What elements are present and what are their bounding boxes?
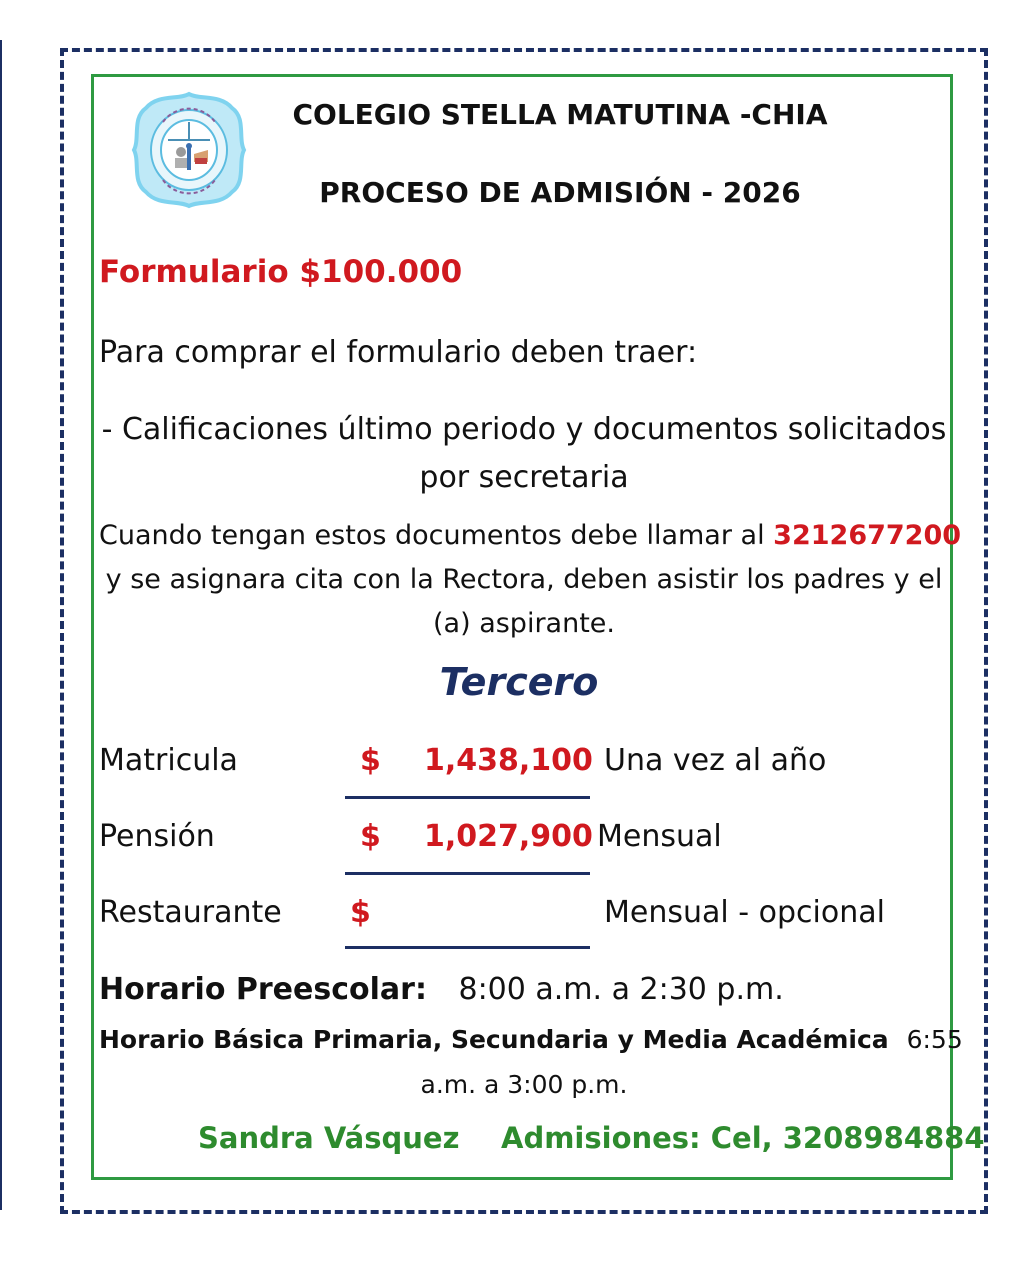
preschool-schedule: [99, 972, 784, 1007]
preschool-schedule-label: Horario Preescolar:: [99, 972, 427, 1007]
fee-label-restaurante: Restaurante: [99, 895, 282, 930]
purchase-intro: Para comprar el formulario deben traer:: [99, 335, 698, 370]
call-instruction-line2: y se asignara cita con la Rectora, deben asistir los padres y el: [105, 564, 943, 595]
call-instruction-text: Cuando tengan estos documentos debe llamar al: [99, 520, 774, 551]
fee-currency-pension: $: [360, 819, 381, 854]
preschool-schedule-time: 8:00 a.m. a 2:30 p.m.: [458, 972, 784, 1007]
call-instruction-line3: (a) aspirante.: [433, 608, 615, 639]
call-phone-number: 3212677200: [773, 520, 962, 551]
general-schedule-time-part1: 6:55: [906, 1025, 963, 1054]
fee-frequency-matricula: Una vez al año: [604, 743, 827, 778]
fee-frequency-restaurante: Mensual - opcional: [604, 895, 885, 930]
general-schedule-label: Horario Básica Primaria, Secundaria y Media Académica: [99, 1025, 889, 1054]
required-docs-line1: - Calificaciones último periodo y documentos solicitados: [101, 412, 947, 447]
fee-amount-matricula: 1,438,100: [424, 743, 593, 778]
school-name-title: COLEGIO STELLA MATUTINA -CHIA: [292, 98, 828, 131]
fee-currency-restaurante: $: [350, 895, 371, 930]
grade-title: Tercero: [439, 660, 599, 704]
form-price: Formulario $100.000: [99, 254, 463, 290]
school-crest-logo: [128, 88, 250, 212]
fee-amount-pension: 1,027,900: [424, 819, 593, 854]
fee-label-matricula: Matricula: [99, 743, 238, 778]
required-docs-line2: por secretaria: [419, 460, 629, 495]
fee-currency-matricula: $: [360, 743, 381, 778]
fee-frequency-pension: Mensual: [597, 819, 722, 854]
page-left-edge: [0, 40, 2, 1210]
general-schedule-time-part2: a.m. a 3:00 p.m.: [420, 1070, 628, 1099]
fee-label-pension: Pensión: [99, 819, 215, 854]
call-instruction-line1: [99, 520, 962, 551]
admission-process-title: PROCESO DE ADMISIÓN - 2026: [319, 176, 801, 209]
fee-underline-pension: [345, 872, 590, 875]
admissions-phone: Admisiones: Cel, 3208984884: [501, 1121, 985, 1155]
contact-name: Sandra Vásquez: [198, 1121, 460, 1155]
fee-underline-matricula: [345, 796, 590, 799]
general-schedule-line1: [99, 1025, 963, 1054]
fee-underline-restaurante: [345, 946, 590, 949]
